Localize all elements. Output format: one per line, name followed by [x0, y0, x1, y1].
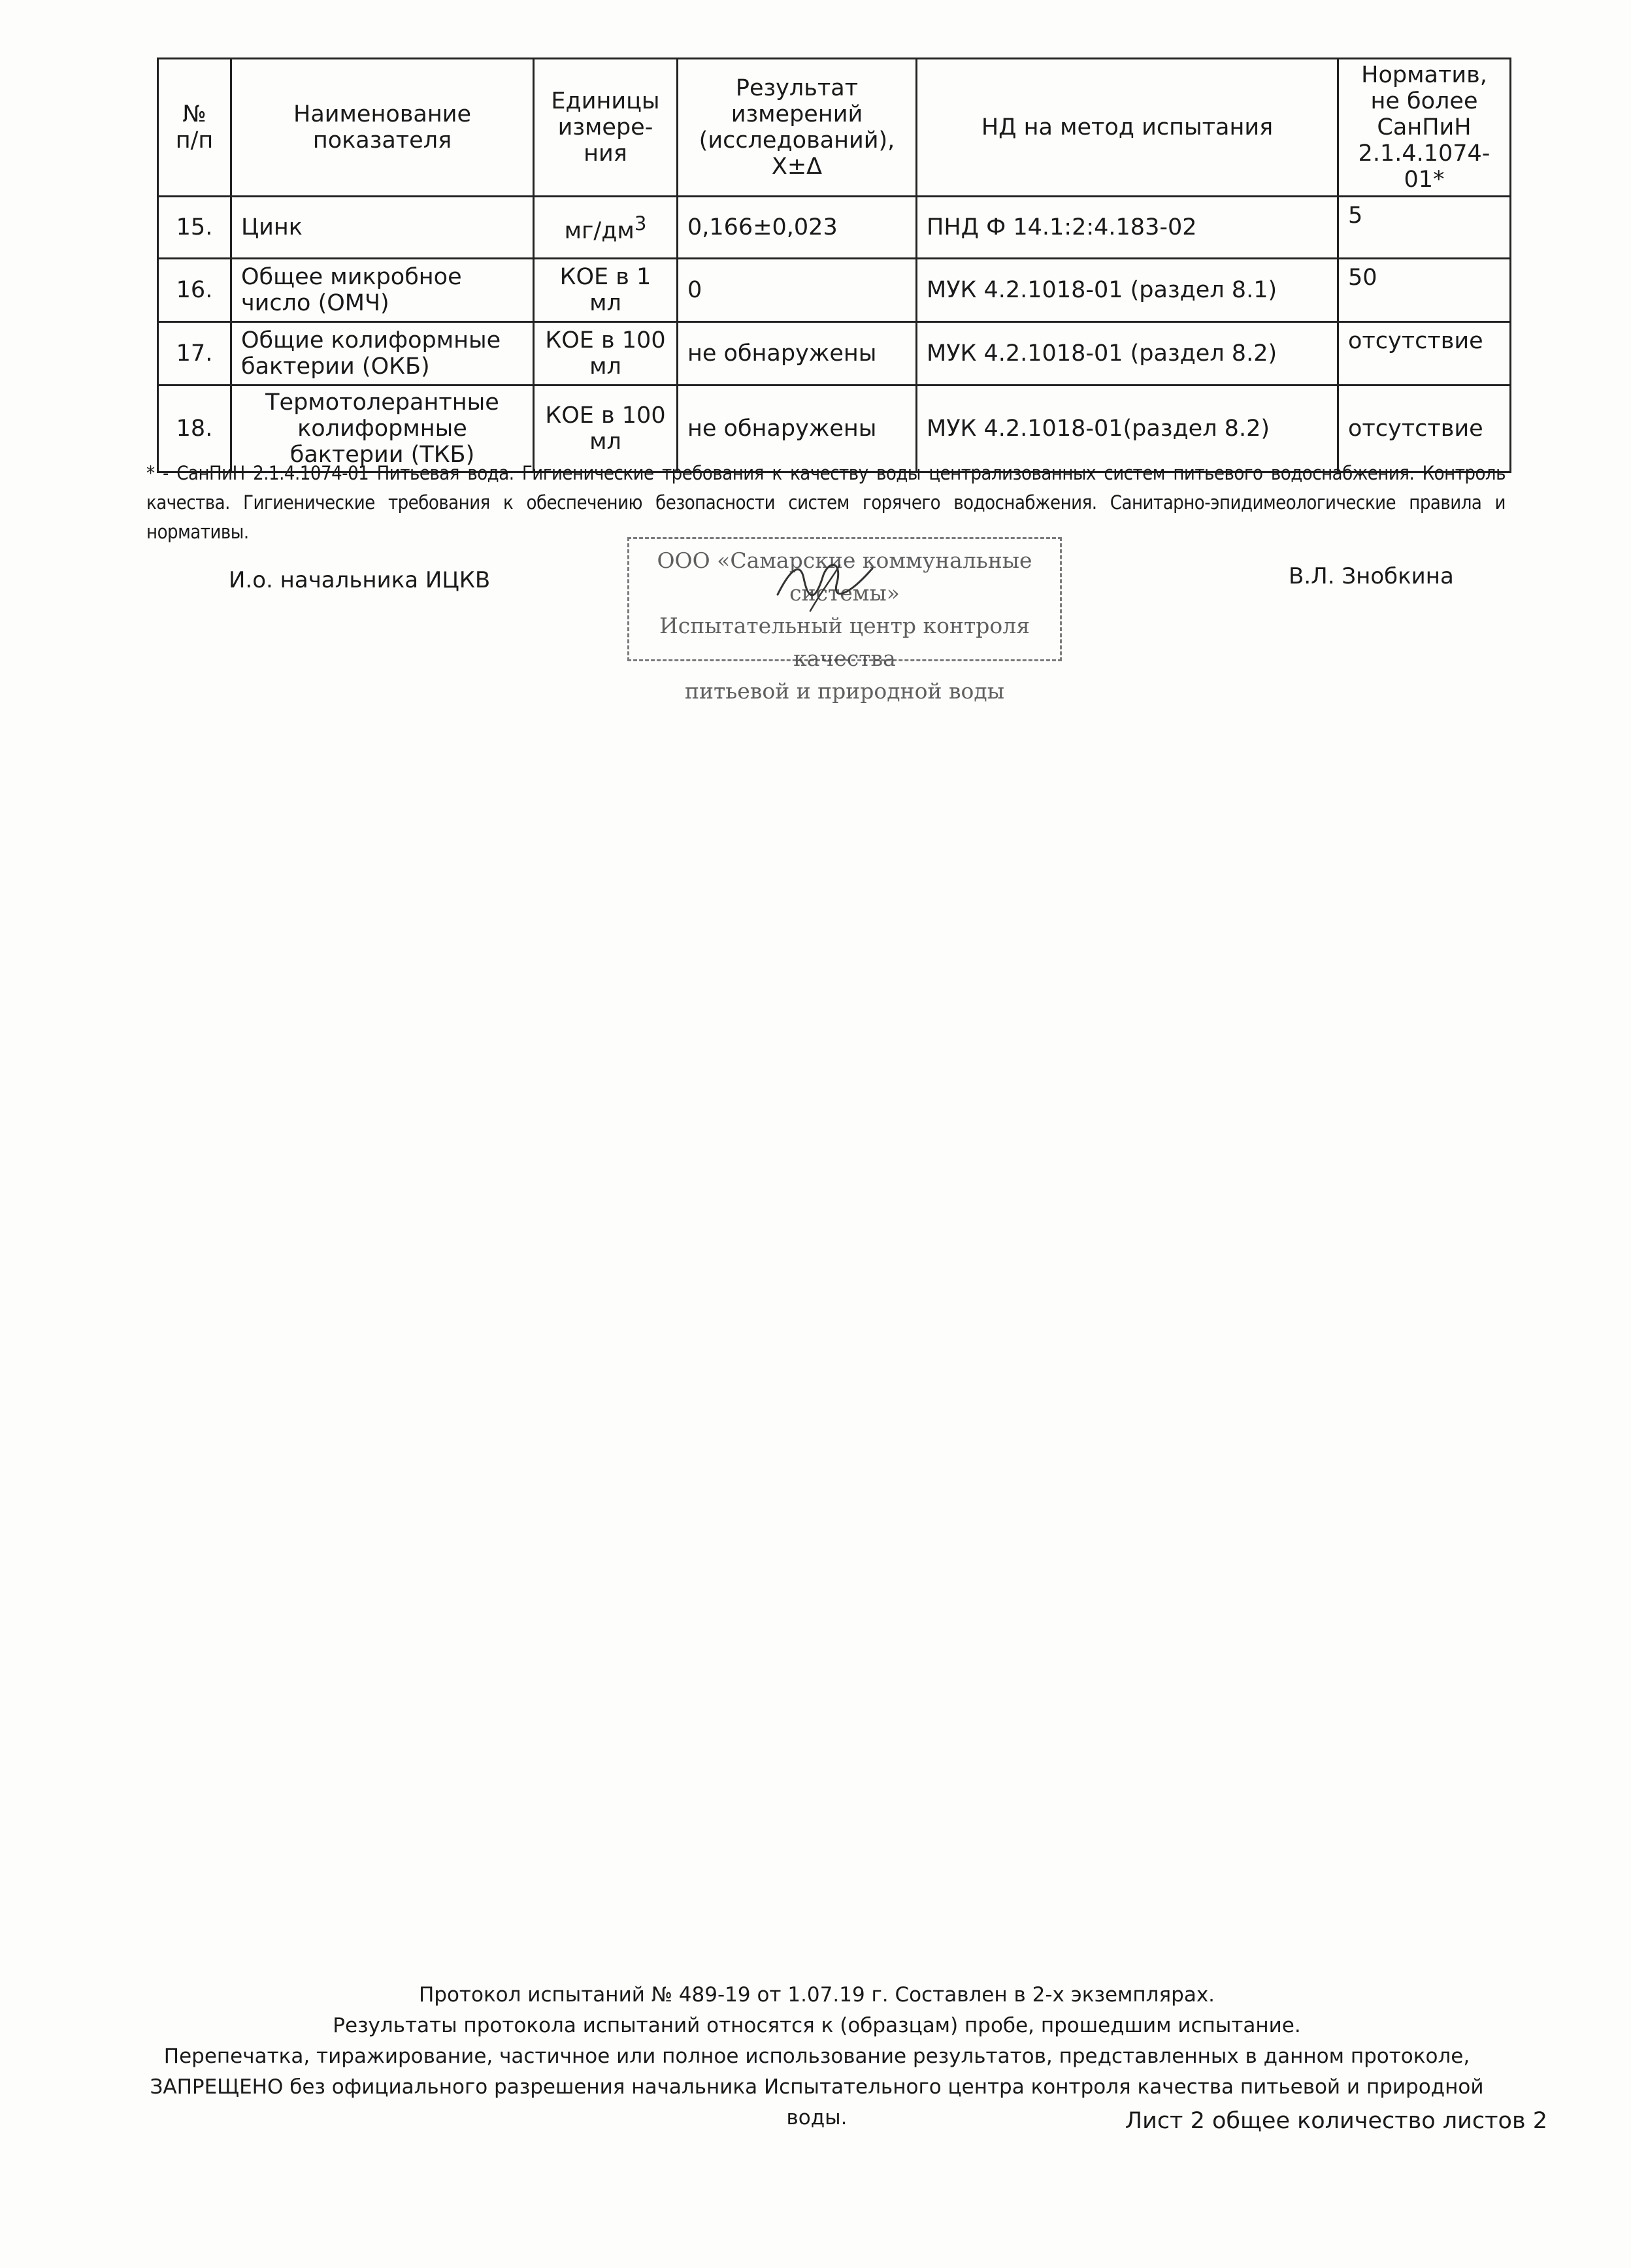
cell-norm: 50	[1338, 259, 1511, 322]
cell-name: Термотолерантные колиформные бактерии (ТКБ)	[231, 386, 534, 472]
cell-method: МУК 4.2.1018-01(раздел 8.2)	[917, 386, 1338, 472]
cell-result: 0	[678, 259, 917, 322]
cell-result: 0,166±0,023	[678, 197, 917, 259]
sanpin-footnote: * - СанПиН 2.1.4.1074-01 Питьевая вода. Гигиенические требования к качеству воды централизованных систем питьевого водоснабжения. Контроль качества. Гигиенические требования к обеспечению безопасности систем горячего водоснабжения. Санитарно-эпидимеологические правила и нормативы.	[146, 462, 1506, 543]
header-result: Результат измерений (исследований), Х±Δ	[678, 59, 917, 197]
table-header-row	[158, 59, 1511, 197]
header-num: № п/п	[158, 59, 231, 197]
header-method: НД на метод испытания	[917, 59, 1338, 197]
cell-units: КОЕ в 100 мл	[534, 386, 678, 472]
header-name: Наименование показателя	[231, 59, 534, 197]
sheet-counter: Лист 2 общее количество листов 2	[1125, 2108, 1547, 2134]
cell-num: 17.	[158, 322, 231, 386]
cell-name: Общее микробное число (ОМЧ)	[231, 259, 534, 322]
cell-name: Общие колиформные бактерии (ОКБ)	[231, 322, 534, 386]
units-text: мг/дм	[564, 218, 634, 244]
cell-method: ПНД Ф 14.1:2:4.183-02	[917, 197, 1338, 259]
units-superscript: 3	[634, 212, 647, 235]
cell-units	[534, 197, 678, 259]
cell-units: КОЕ в 100 мл	[534, 322, 678, 386]
cell-norm: 5	[1338, 197, 1511, 259]
footer-line-2: Результаты протокола испытаний относятся к (образцам) пробе, прошедшим испытание.	[333, 2014, 1301, 2037]
cell-method: МУК 4.2.1018-01 (раздел 8.1)	[917, 259, 1338, 322]
cell-norm: отсутствие	[1338, 322, 1511, 386]
cell-result: не обнаружены	[678, 386, 917, 472]
cell-num: 18.	[158, 386, 231, 472]
footer-line-4: ЗАПРЕЩЕНО без официального разрешения начальника Испытательного центра контроля качества питьевой и природной воды.	[150, 2075, 1484, 2129]
header-norm: Норматив, не более СанПиН 2.1.4.1074-01*	[1338, 59, 1511, 197]
signatory-name: В.Л. Знобкина	[1289, 563, 1454, 589]
header-units: Единицы измере-ния	[534, 59, 678, 197]
stamp-line-3: питьевой и природной воды	[685, 678, 1004, 704]
cell-units: КОЕ в 1 мл	[534, 259, 678, 322]
stamp-line-2: Испытательный центр контроля качества	[659, 613, 1030, 671]
footer-line-3: Перепечатка, тиражирование, частичное или полное использование результатов, представленных в данном протоколе,	[163, 2045, 1470, 2068]
table-row	[158, 322, 1511, 386]
handwritten-signature	[765, 549, 882, 627]
cell-num: 15.	[158, 197, 231, 259]
cell-norm: отсутствие	[1338, 386, 1511, 472]
results-table	[157, 58, 1511, 473]
footer-line-1: Протокол испытаний № 489-19 от 1.07.19 г. Составлен в 2-х экземплярах.	[418, 1983, 1215, 2007]
signatory-role: И.о. начальника ИЦКВ	[229, 567, 491, 593]
cell-name: Цинк	[231, 197, 534, 259]
stamp-line-1: ООО «Самарские коммунальные системы»	[657, 548, 1032, 606]
cell-result: не обнаружены	[678, 322, 917, 386]
cell-method: МУК 4.2.1018-01 (раздел 8.2)	[917, 322, 1338, 386]
table-row	[158, 197, 1511, 259]
cell-num: 16.	[158, 259, 231, 322]
table-row	[158, 259, 1511, 322]
